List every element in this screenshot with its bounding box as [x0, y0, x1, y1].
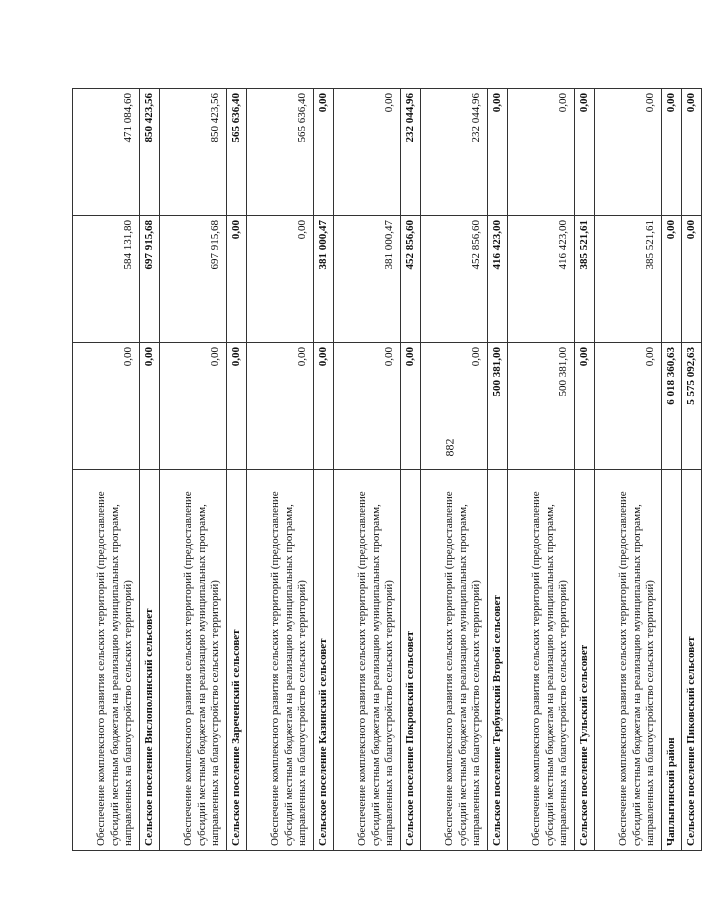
row-value-2: 0,00 — [247, 216, 314, 343]
budget-table — [72, 88, 702, 851]
row-description: Сельское поселение Казинский сельсовет — [314, 470, 334, 851]
row-value-1: 0,00 — [140, 343, 160, 470]
row-value-2: 452 856,60 — [421, 216, 488, 343]
row-description: Сельское поселение Вислополянский сельсовет — [140, 470, 160, 851]
row-value-3: 232 044,96 — [401, 89, 421, 216]
row-value-3: 565 636,40 — [247, 89, 314, 216]
row-value-2: 584 131,80 — [73, 216, 140, 343]
table-row-subtotal — [227, 89, 247, 851]
row-value-2: 0,00 — [227, 216, 247, 343]
row-description: Чаплыгинский район — [662, 470, 682, 851]
row-value-1: 0,00 — [227, 343, 247, 470]
row-value-3: 0,00 — [334, 89, 401, 216]
table-row-subtotal — [682, 89, 702, 851]
row-value-1: 500 381,00 — [508, 343, 575, 470]
row-value-3: 0,00 — [488, 89, 508, 216]
row-description: Обеспечение комплексного развития сельских территорий (предоставление субсидий местным бюджетам на реализацию муниципальных программ, направленных на благоустройство сельских территорий) — [595, 470, 662, 851]
row-value-2: 416 423,00 — [488, 216, 508, 343]
row-value-2: 697 915,68 — [140, 216, 160, 343]
row-description: Сельское поселение Тербунский Второй сельсовет — [488, 470, 508, 851]
row-value-3: 0,00 — [682, 89, 702, 216]
row-description: Обеспечение комплексного развития сельских территорий (предоставление субсидий местным бюджетам на реализацию муниципальных программ, направленных на благоустройство сельских территорий) — [334, 470, 401, 851]
row-value-1: 0,00 — [160, 343, 227, 470]
rotated-table-container — [72, 90, 697, 851]
table-row — [247, 89, 314, 851]
table-row-subtotal — [575, 89, 595, 851]
table-row-subtotal — [401, 89, 421, 851]
row-description: Обеспечение комплексного развития сельских территорий (предоставление субсидий местным бюджетам на реализацию муниципальных программ, направленных на благоустройство сельских территорий) — [247, 470, 314, 851]
row-description: Обеспечение комплексного развития сельских территорий (предоставление субсидий местным бюджетам на реализацию муниципальных программ, направленных на благоустройство сельских территорий) — [421, 470, 488, 851]
row-value-2: 385 521,61 — [595, 216, 662, 343]
table-row — [334, 89, 401, 851]
row-value-1: 0,00 — [595, 343, 662, 470]
row-value-3: 0,00 — [575, 89, 595, 216]
row-value-1: 0,00 — [575, 343, 595, 470]
row-value-2: 385 521,61 — [575, 216, 595, 343]
row-description: Сельское поселение Пиковский сельсовет — [682, 470, 702, 851]
row-description: Обеспечение комплексного развития сельских территорий (предоставление субсидий местным бюджетам на реализацию муниципальных программ, направленных на благоустройство сельских территорий) — [160, 470, 227, 851]
row-value-2: 381 000,47 — [314, 216, 334, 343]
row-value-3: 0,00 — [314, 89, 334, 216]
table-row — [508, 89, 575, 851]
table-row — [73, 89, 140, 851]
row-description: Сельское поселение Покровский сельсовет — [401, 470, 421, 851]
row-value-3: 0,00 — [508, 89, 575, 216]
row-description: Обеспечение комплексного развития сельских территорий (предоставление субсидий местным бюджетам на реализацию муниципальных программ, направленных на благоустройство сельских территорий) — [73, 470, 140, 851]
row-value-1: 0,00 — [421, 343, 488, 470]
row-value-3: 850 423,56 — [160, 89, 227, 216]
row-value-2: 0,00 — [662, 216, 682, 343]
page-number: 882 — [442, 438, 457, 457]
table-body — [73, 89, 702, 851]
row-description: Сельское поселение Зареченский сельсовет — [227, 470, 247, 851]
row-value-2: 697 915,68 — [160, 216, 227, 343]
row-value-3: 0,00 — [595, 89, 662, 216]
row-description: Обеспечение комплексного развития сельских территорий (предоставление субсидий местным бюджетам на реализацию муниципальных программ, направленных на благоустройство сельских территорий) — [508, 470, 575, 851]
row-value-2: 416 423,00 — [508, 216, 575, 343]
row-value-1: 0,00 — [73, 343, 140, 470]
table-row-subtotal — [488, 89, 508, 851]
row-value-1: 6 018 360,63 — [662, 343, 682, 470]
row-value-1: 0,00 — [314, 343, 334, 470]
row-value-3: 0,00 — [662, 89, 682, 216]
row-value-1: 5 575 092,63 — [682, 343, 702, 470]
row-value-1: 0,00 — [401, 343, 421, 470]
row-value-2: 381 000,47 — [334, 216, 401, 343]
table-row — [595, 89, 662, 851]
row-description: Сельское поселение Тульский сельсовет — [575, 470, 595, 851]
row-value-3: 850 423,56 — [140, 89, 160, 216]
row-value-1: 0,00 — [334, 343, 401, 470]
table-row — [421, 89, 488, 851]
row-value-3: 471 084,60 — [73, 89, 140, 216]
row-value-1: 500 381,00 — [488, 343, 508, 470]
row-value-1: 0,00 — [247, 343, 314, 470]
row-value-3: 565 636,40 — [227, 89, 247, 216]
table-row-subtotal — [140, 89, 160, 851]
table-row-subtotal — [314, 89, 334, 851]
row-value-3: 232 044,96 — [421, 89, 488, 216]
table-row — [160, 89, 227, 851]
row-value-2: 452 856,60 — [401, 216, 421, 343]
row-value-2: 0,00 — [682, 216, 702, 343]
table-row-subtotal — [662, 89, 682, 851]
